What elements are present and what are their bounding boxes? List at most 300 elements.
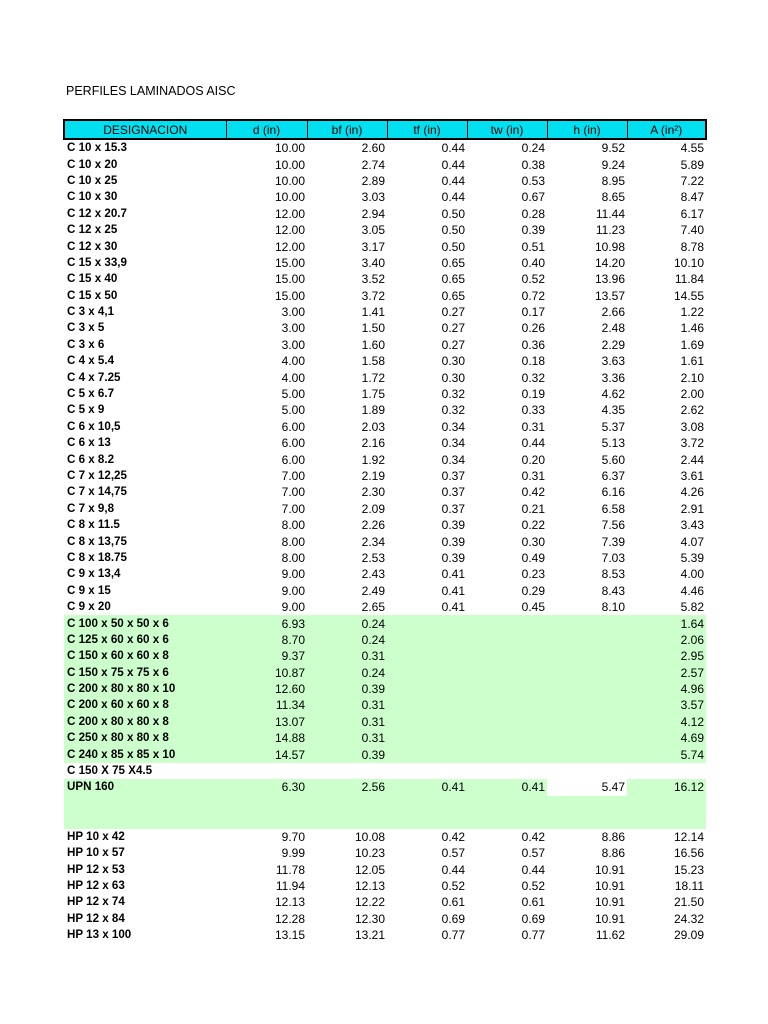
cell-designacion: C 8 x 18.75 <box>67 550 127 564</box>
cell-tw: 0.49 <box>521 550 545 565</box>
cell-h: 7.03 <box>601 550 625 565</box>
table-row <box>64 238 706 254</box>
cell-tw <box>467 730 547 746</box>
cell-tw: 0.39 <box>521 223 545 238</box>
cell-area: 4.69 <box>627 730 706 746</box>
cell-area: 29.09 <box>673 928 704 943</box>
cell-designacion: C 7 x 14,75 <box>67 485 127 499</box>
cell-d: 9.00 <box>281 583 305 598</box>
cell-area: 15.23 <box>673 862 704 877</box>
cell-tw: 0.57 <box>521 846 545 861</box>
cell-d: 10.00 <box>274 190 305 205</box>
cell-d: 10.00 <box>274 141 305 156</box>
cell-bf: 1.72 <box>361 370 385 385</box>
cell-bf: 0.31 <box>307 730 387 746</box>
cell-bf: 12.13 <box>354 878 385 893</box>
cell-area: 3.43 <box>680 518 704 533</box>
cell-d <box>226 763 307 779</box>
cell-bf: 1.60 <box>361 337 385 352</box>
cell-bf: 2.56 <box>307 779 387 795</box>
cell-tw: 0.51 <box>521 239 545 254</box>
cell-bf: 0.24 <box>307 615 387 631</box>
cell-h: 5.47 <box>547 779 627 795</box>
cell-d: 4.00 <box>281 370 305 385</box>
cell-bf: 0.24 <box>307 632 387 648</box>
cell-designacion: C 4 x 7.25 <box>67 370 121 384</box>
table-row <box>64 435 706 451</box>
cell-h: 2.29 <box>601 337 625 352</box>
cell-d: 15.00 <box>274 255 305 270</box>
cell-d: 3.00 <box>281 321 305 336</box>
cell-bf: 0.39 <box>307 681 387 697</box>
table-row <box>64 648 706 664</box>
cell-tf: 0.65 <box>441 255 465 270</box>
cell-h: 10.91 <box>594 911 625 926</box>
page-title: PERFILES LAMINADOS AISC <box>66 84 236 98</box>
cell-tf <box>387 681 467 697</box>
cell-area: 4.07 <box>680 534 704 549</box>
cell-bf: 3.05 <box>361 223 385 238</box>
cell-tf: 0.30 <box>441 370 465 385</box>
cell-area: 1.46 <box>680 321 704 336</box>
cell-area: 21.50 <box>673 895 704 910</box>
cell-tf: 0.37 <box>441 485 465 500</box>
cell-tf: 0.41 <box>387 779 467 795</box>
cell-tf: 0.44 <box>441 862 465 877</box>
cell-tw: 0.52 <box>521 272 545 287</box>
cell-d: 10.87 <box>226 665 307 681</box>
cell-tf <box>387 730 467 746</box>
cell-designacion: HP 10 x 57 <box>67 846 125 860</box>
cell-area: 12.14 <box>673 829 704 844</box>
cell-d: 8.00 <box>281 518 305 533</box>
cell-d: 3.00 <box>281 337 305 352</box>
cell-tw <box>467 746 547 762</box>
table-row <box>64 271 706 287</box>
cell-tf: 0.37 <box>441 469 465 483</box>
cell-h: 4.62 <box>601 387 625 402</box>
cell-area: 18.11 <box>674 878 704 893</box>
cell-tf <box>387 714 467 730</box>
cell-designacion: HP 12 x 53 <box>67 862 125 876</box>
cell-h: 5.37 <box>601 419 625 434</box>
cell-bf: 1.92 <box>361 452 385 467</box>
cell-tf: 0.41 <box>441 583 465 598</box>
table-row <box>64 139 706 156</box>
table-row <box>64 911 706 927</box>
cell-area: 4.46 <box>680 583 704 598</box>
cell-d: 7.00 <box>281 469 305 483</box>
cell-area: 3.57 <box>627 697 706 713</box>
cell-h: 6.58 <box>601 501 625 516</box>
cell-designacion: C 10 x 20 <box>67 157 118 171</box>
cell-area: 4.12 <box>627 714 706 730</box>
cell-d: 8.00 <box>281 550 305 565</box>
cell-d: 10.00 <box>274 173 305 188</box>
cell-h: 13.96 <box>594 272 625 287</box>
cell-tf <box>387 615 467 631</box>
header-row <box>64 120 706 139</box>
cell-designacion <box>64 796 226 829</box>
cell-designacion: HP 12 x 84 <box>67 911 125 925</box>
table-row <box>64 206 706 222</box>
table-row <box>64 615 706 631</box>
table-row <box>64 402 706 418</box>
cell-tw: 0.36 <box>521 337 545 352</box>
cell-bf: 2.60 <box>361 141 385 156</box>
cell-tf: 0.77 <box>441 928 465 943</box>
header-area: A (in²) <box>627 120 706 139</box>
cell-area: 8.78 <box>680 239 704 254</box>
table-row <box>64 386 706 402</box>
cell-tw <box>467 681 547 697</box>
cell-designacion: C 12 x 20.7 <box>67 206 127 220</box>
table-row <box>64 304 706 320</box>
cell-tf: 0.42 <box>441 829 465 844</box>
cell-d: 7.00 <box>281 485 305 500</box>
table-row <box>64 288 706 304</box>
cell-tw: 0.40 <box>521 255 545 270</box>
table-row <box>64 927 706 943</box>
cell-h: 3.36 <box>601 370 625 385</box>
cell-area: 16.12 <box>627 779 706 795</box>
cell-tw: 0.44 <box>521 436 545 451</box>
cell-bf: 2.89 <box>361 173 385 188</box>
cell-area: 2.00 <box>680 387 704 402</box>
cell-tf <box>387 665 467 681</box>
cell-h: 5.60 <box>601 452 625 467</box>
cell-area: 3.61 <box>680 469 704 483</box>
cell-h: 6.16 <box>601 485 625 500</box>
cell-designacion: HP 12 x 63 <box>67 878 125 892</box>
cell-tw: 0.41 <box>467 779 547 795</box>
cell-area: 2.44 <box>680 452 704 467</box>
cell-d: 12.00 <box>274 223 305 238</box>
table-row <box>64 173 706 189</box>
cell-bf: 2.65 <box>361 600 385 615</box>
cell-d: 12.00 <box>274 239 305 254</box>
cell-tf: 0.34 <box>441 436 465 451</box>
table-row <box>64 550 706 566</box>
cell-designacion: HP 12 x 74 <box>67 895 125 909</box>
table-row <box>64 796 706 829</box>
cell-bf: 3.72 <box>361 288 385 303</box>
cell-h: 11.62 <box>595 928 625 943</box>
cell-h <box>547 763 627 779</box>
table-row <box>64 189 706 205</box>
cell-bf: 3.03 <box>361 190 385 205</box>
cell-bf: 2.43 <box>361 567 385 582</box>
cell-tf: 0.37 <box>441 501 465 516</box>
cell-bf <box>307 796 387 829</box>
cell-bf: 2.03 <box>361 419 385 434</box>
cell-area: 2.57 <box>627 665 706 681</box>
cell-d: 12.00 <box>274 206 305 221</box>
cell-designacion: C 9 x 20 <box>67 600 111 614</box>
cell-tw <box>467 615 547 631</box>
cell-bf: 2.26 <box>361 518 385 533</box>
cell-bf: 10.23 <box>354 846 385 861</box>
cell-designacion: C 3 x 5 <box>67 321 105 335</box>
cell-designacion: C 5 x 9 <box>67 403 105 417</box>
cell-bf: 1.75 <box>361 387 385 402</box>
cell-designacion: C 100 x 50 x 50 x 6 <box>64 615 226 631</box>
cell-tf: 0.34 <box>441 452 465 467</box>
cell-bf: 1.89 <box>361 403 385 418</box>
cell-tw: 0.31 <box>521 419 545 434</box>
header-tw: tw (in) <box>467 120 547 139</box>
cell-tf: 0.27 <box>441 305 465 320</box>
cell-tf <box>387 697 467 713</box>
cell-tf: 0.30 <box>441 354 465 369</box>
cell-designacion: HP 10 x 42 <box>67 829 125 843</box>
cell-designacion: C 150 x 60 x 60 x 8 <box>64 648 226 664</box>
table-row <box>64 665 706 681</box>
cell-tf: 0.65 <box>441 272 465 287</box>
cell-tf: 0.52 <box>441 878 465 893</box>
cell-tf: 0.39 <box>441 550 465 565</box>
cell-tf: 0.39 <box>441 518 465 533</box>
cell-tw <box>467 632 547 648</box>
cell-d: 6.00 <box>281 419 305 434</box>
cell-h: 10.91 <box>594 895 625 910</box>
cell-designacion: C 8 x 13,75 <box>67 534 127 548</box>
cell-tf: 0.57 <box>441 846 465 861</box>
cell-h <box>547 714 627 730</box>
table-row <box>64 369 706 385</box>
cell-tf: 0.34 <box>441 419 465 434</box>
cell-designacion: C 250 x 80 x 80 x 8 <box>64 730 226 746</box>
table-row <box>64 763 706 779</box>
cell-tf: 0.61 <box>441 895 465 910</box>
cell-designacion: C 10 x 30 <box>67 190 118 204</box>
table-row <box>64 156 706 172</box>
cell-h: 2.48 <box>601 321 625 336</box>
cell-area: 5.89 <box>680 157 704 172</box>
cell-d: 9.37 <box>226 648 307 664</box>
cell-area: 1.69 <box>680 337 704 352</box>
table-row <box>64 632 706 648</box>
cell-tw: 0.29 <box>521 583 545 598</box>
cell-area: 5.74 <box>627 746 706 762</box>
cell-h <box>547 615 627 631</box>
table-row <box>64 501 706 517</box>
cell-bf: 0.31 <box>307 697 387 713</box>
cell-tw: 0.26 <box>521 321 545 336</box>
cell-h: 9.24 <box>601 157 625 172</box>
cell-bf: 13.21 <box>354 928 385 943</box>
cell-designacion: UPN 160 <box>64 779 226 795</box>
cell-h <box>547 648 627 664</box>
cell-tw: 0.24 <box>521 141 545 156</box>
cell-h: 2.66 <box>601 305 625 320</box>
table-row <box>64 730 706 746</box>
cell-tw: 0.42 <box>521 485 545 500</box>
table-row <box>64 829 706 845</box>
cell-tw: 0.53 <box>521 173 545 188</box>
header-h: h (in) <box>547 120 627 139</box>
table-row <box>64 468 706 484</box>
cell-tw <box>467 763 547 779</box>
cell-bf: 2.49 <box>361 583 385 598</box>
cell-designacion: C 4 x 5.4 <box>67 354 115 368</box>
cell-tw: 0.28 <box>521 206 545 221</box>
cell-h: 7.56 <box>601 518 625 533</box>
table-row <box>64 779 706 795</box>
cell-bf: 2.19 <box>361 469 385 483</box>
cell-d: 6.00 <box>281 452 305 467</box>
cell-h <box>547 665 627 681</box>
cell-bf: 0.24 <box>307 665 387 681</box>
cell-tw: 0.45 <box>521 600 545 615</box>
cell-d: 5.00 <box>281 403 305 418</box>
cell-h: 8.10 <box>601 600 625 615</box>
cell-designacion: C 9 x 15 <box>67 583 111 597</box>
cell-h: 10.91 <box>594 878 625 893</box>
cell-designacion: C 12 x 25 <box>67 223 118 237</box>
cell-d: 6.30 <box>226 779 307 795</box>
cell-designacion: HP 13 x 100 <box>67 928 132 942</box>
cell-h: 8.65 <box>601 190 625 205</box>
table-row <box>64 894 706 910</box>
cell-tw: 0.23 <box>521 567 545 582</box>
cell-tf <box>387 796 467 829</box>
cell-h: 10.91 <box>594 862 625 877</box>
cell-h: 8.86 <box>601 829 625 844</box>
cell-designacion: C 7 x 12,25 <box>67 469 127 482</box>
cell-bf: 2.74 <box>361 157 385 172</box>
cell-h <box>547 681 627 697</box>
cell-area: 2.62 <box>680 403 704 418</box>
cell-designacion: C 8 x 11.5 <box>67 518 120 532</box>
cell-d: 15.00 <box>274 288 305 303</box>
cell-h: 6.37 <box>601 469 625 483</box>
cell-bf: 1.58 <box>361 354 385 369</box>
cell-bf: 12.30 <box>354 911 385 926</box>
cell-area: 4.00 <box>680 567 704 582</box>
cell-h: 14.20 <box>594 255 625 270</box>
cell-designacion: C 3 x 4,1 <box>67 305 115 319</box>
cell-area: 1.64 <box>627 615 706 631</box>
cell-bf: 0.31 <box>307 648 387 664</box>
cell-h <box>547 697 627 713</box>
cell-tf: 0.27 <box>441 321 465 336</box>
cell-designacion: C 200 x 80 x 80 x 8 <box>64 714 226 730</box>
cell-area: 1.61 <box>680 354 704 369</box>
cell-d: 12.60 <box>226 681 307 697</box>
cell-area: 4.96 <box>627 681 706 697</box>
cell-tw <box>467 697 547 713</box>
cell-tf: 0.41 <box>441 567 465 582</box>
cell-tw: 0.22 <box>521 518 545 533</box>
cell-tw <box>467 665 547 681</box>
cell-d: 11.34 <box>226 697 307 713</box>
table-row <box>64 255 706 271</box>
cell-h: 13.57 <box>594 288 625 303</box>
cell-area: 11.84 <box>674 272 704 287</box>
header-tf: tf (in) <box>387 120 467 139</box>
cell-area: 5.39 <box>680 550 704 565</box>
cell-designacion: C 150 X 75 X4.5 <box>67 764 153 778</box>
cell-d: 7.00 <box>281 501 305 516</box>
table-row <box>64 697 706 713</box>
table-row <box>64 681 706 697</box>
header-designacion: DESIGNACION <box>64 120 226 139</box>
cell-d: 3.00 <box>281 305 305 320</box>
cell-d: 6.00 <box>281 436 305 451</box>
cell-tw: 0.77 <box>521 928 545 943</box>
cell-tw: 0.17 <box>521 305 545 320</box>
table-row <box>64 861 706 877</box>
cell-tw: 0.31 <box>521 469 545 483</box>
cell-h <box>547 632 627 648</box>
cell-area: 2.91 <box>680 501 704 516</box>
profiles-table <box>63 119 707 943</box>
cell-area: 8.47 <box>680 190 704 205</box>
cell-d: 4.00 <box>281 354 305 369</box>
cell-area: 2.06 <box>627 632 706 648</box>
cell-designacion: C 6 x 8.2 <box>67 452 115 466</box>
header-bf: bf (in) <box>307 120 387 139</box>
cell-tw <box>467 648 547 664</box>
cell-h: 8.95 <box>601 173 625 188</box>
cell-h: 5.13 <box>601 436 625 451</box>
table-row <box>64 337 706 353</box>
cell-tw <box>467 714 547 730</box>
cell-bf: 0.31 <box>307 714 387 730</box>
cell-tw: 0.67 <box>521 190 545 205</box>
cell-area: 24.32 <box>673 911 704 926</box>
cell-tw: 0.32 <box>521 370 545 385</box>
cell-area: 14.55 <box>673 288 704 303</box>
cell-designacion: C 15 x 40 <box>67 272 118 286</box>
cell-d: 9.99 <box>281 846 305 861</box>
table-row <box>64 533 706 549</box>
cell-bf: 3.17 <box>361 239 385 254</box>
table-row <box>64 419 706 435</box>
cell-tw: 0.42 <box>521 829 545 844</box>
cell-tw: 0.21 <box>521 501 545 516</box>
cell-tw: 0.44 <box>521 862 545 877</box>
table-row <box>64 484 706 500</box>
table-row <box>64 353 706 369</box>
cell-tw: 0.20 <box>521 452 545 467</box>
table-row <box>64 583 706 599</box>
cell-tw <box>467 796 547 829</box>
table-row <box>64 320 706 336</box>
cell-designacion: C 12 x 30 <box>67 239 118 253</box>
cell-designacion: C 15 x 50 <box>67 288 118 302</box>
cell-designacion: C 200 x 60 x 60 x 8 <box>64 697 226 713</box>
table-row <box>64 878 706 894</box>
cell-tf: 0.50 <box>441 206 465 221</box>
cell-designacion: C 5 x 6.7 <box>67 387 115 401</box>
cell-d: 9.00 <box>281 567 305 582</box>
cell-h: 3.63 <box>601 354 625 369</box>
cell-h: 11.44 <box>595 206 625 221</box>
cell-area: 6.17 <box>680 206 704 221</box>
cell-bf: 2.09 <box>361 501 385 516</box>
cell-bf: 3.40 <box>361 255 385 270</box>
cell-bf: 1.50 <box>361 321 385 336</box>
cell-bf: 2.94 <box>361 206 385 221</box>
cell-h: 9.52 <box>601 141 625 156</box>
cell-area: 7.40 <box>680 223 704 238</box>
cell-d: 9.70 <box>281 829 305 844</box>
cell-d: 12.28 <box>274 911 305 926</box>
cell-h: 4.35 <box>601 403 625 418</box>
cell-designacion: C 15 x 33,9 <box>67 255 127 269</box>
